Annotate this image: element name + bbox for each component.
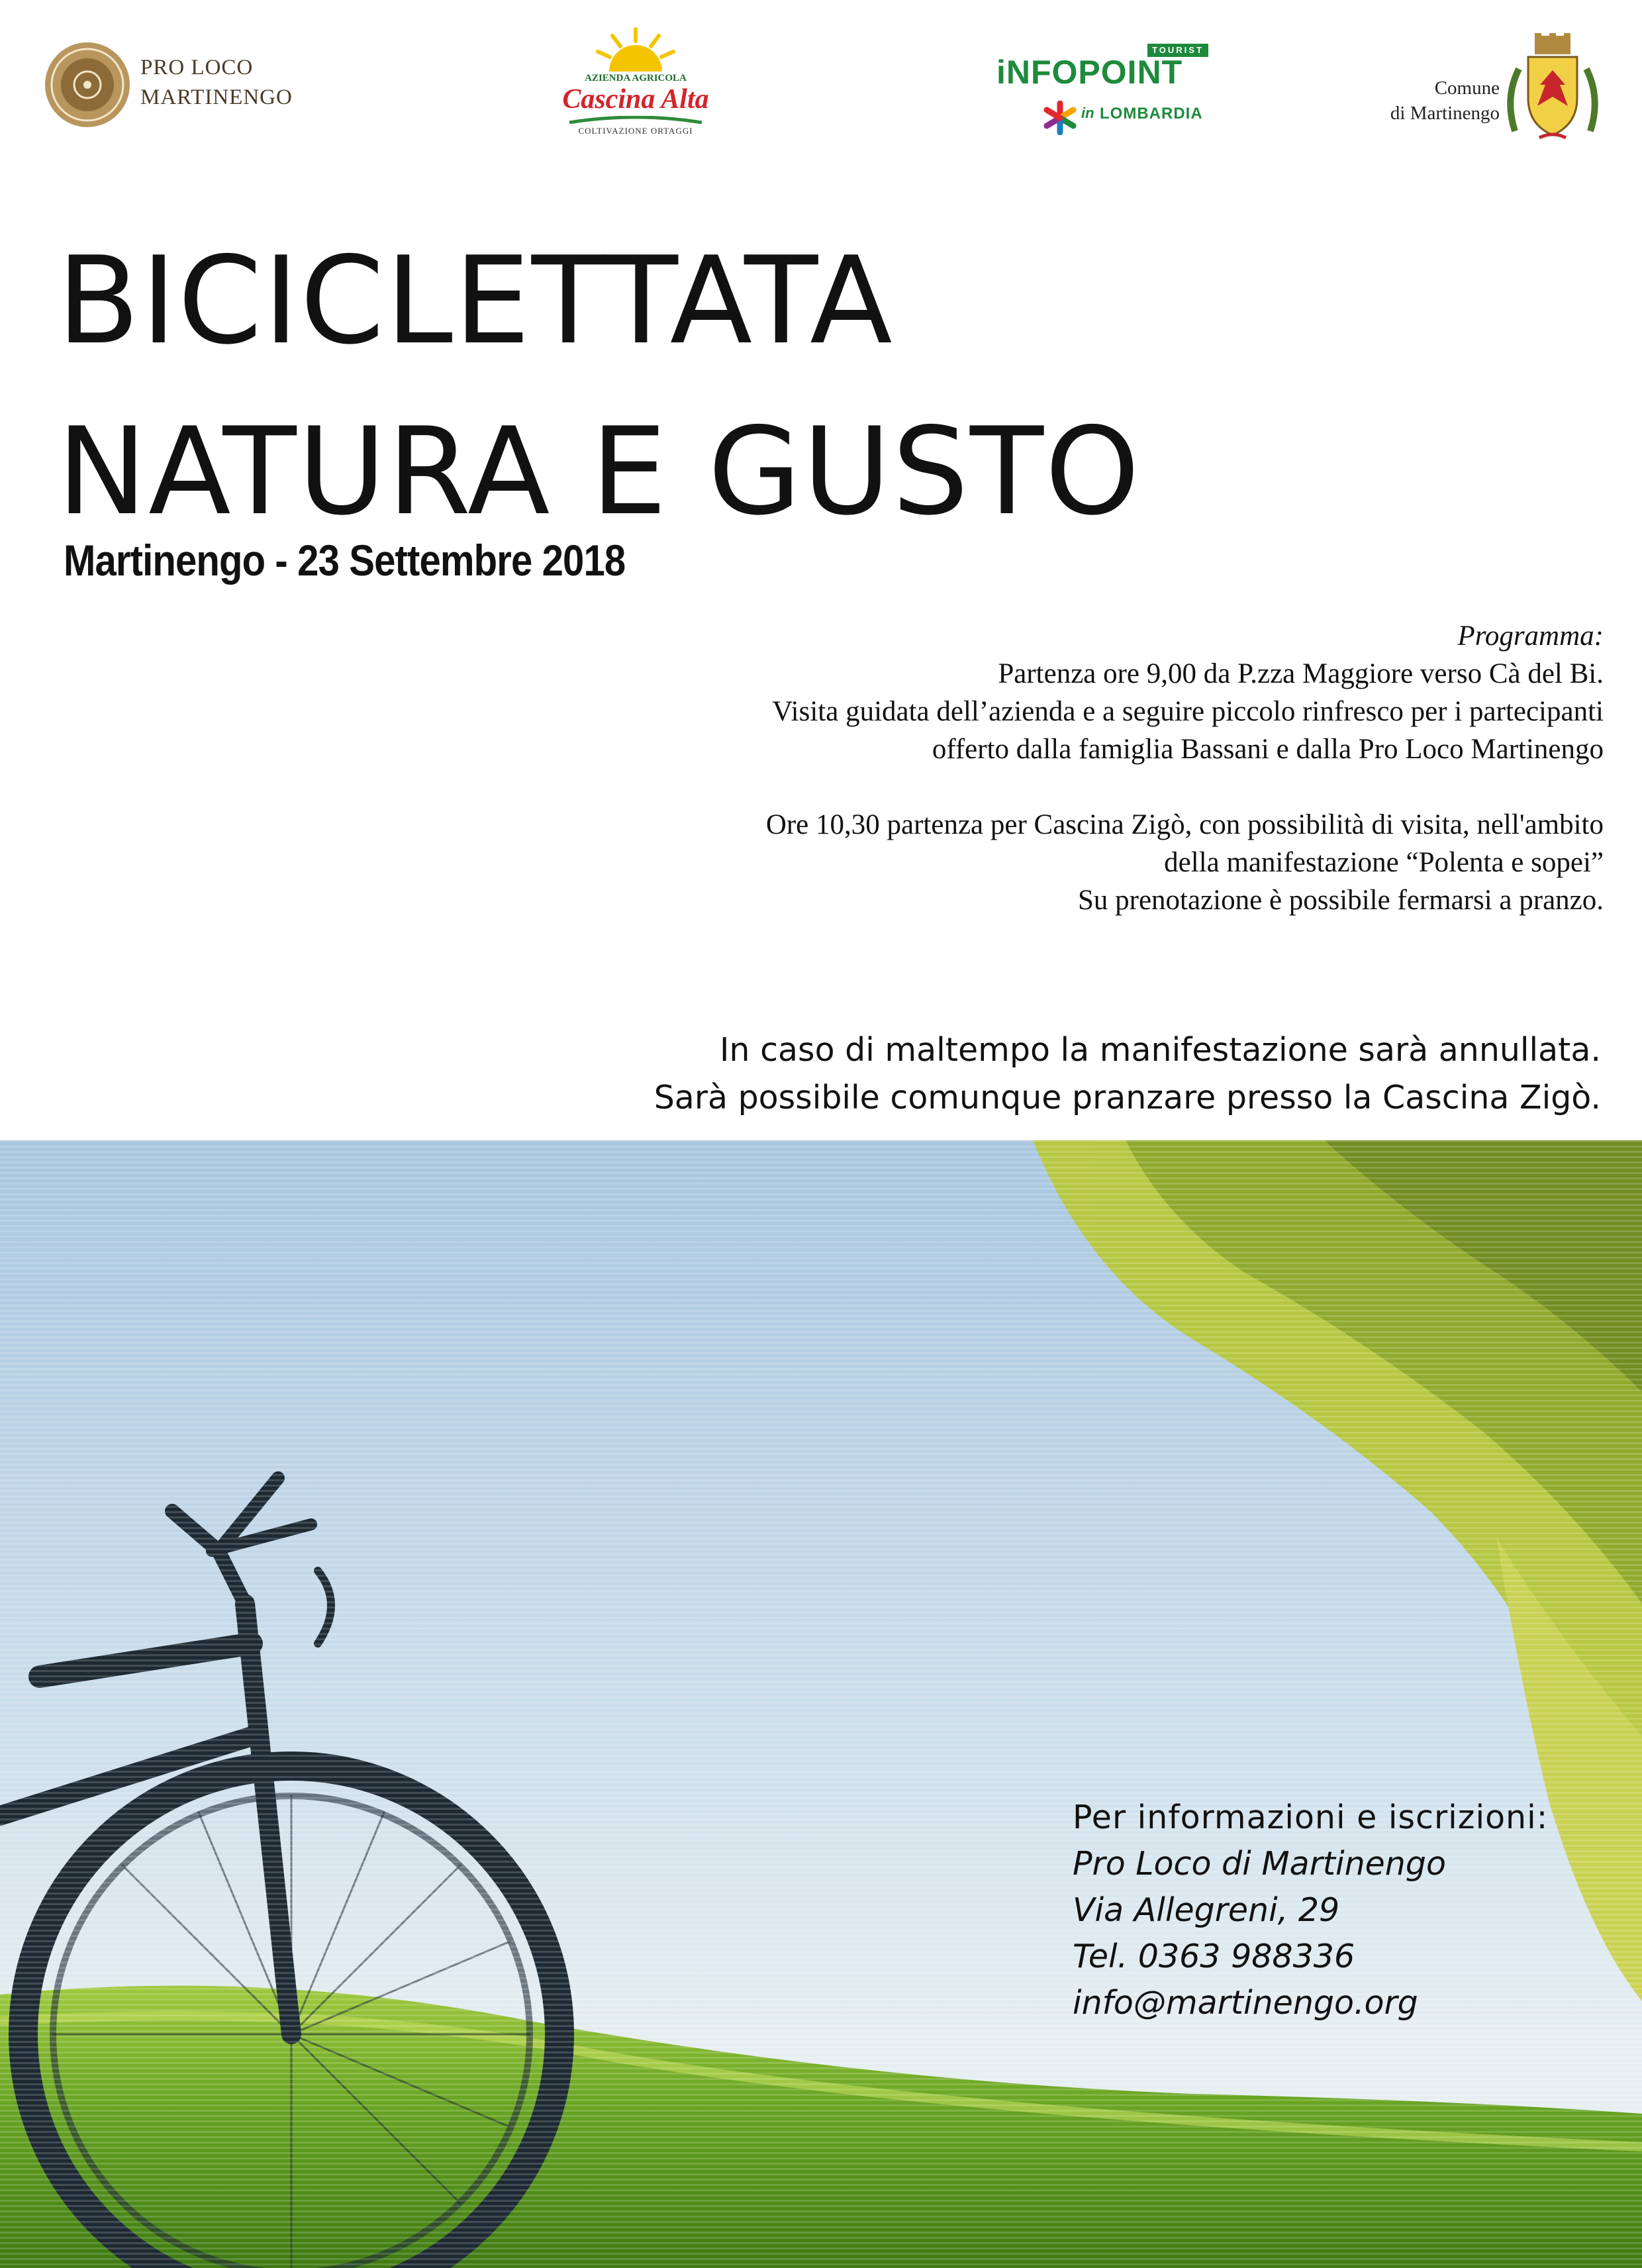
proloco-logo-line2: MARTINENGO bbox=[140, 85, 293, 109]
infopoint-logo-name: iNFOPOINT bbox=[996, 54, 1183, 91]
cascina-logo-name: Cascina Alta bbox=[562, 84, 709, 115]
programme-line: Su prenotazione è possibile fermarsi a pranzo. bbox=[1077, 885, 1604, 916]
contact-organization: Pro Loco di Martinengo bbox=[1073, 1845, 1446, 1883]
coat-of-arms-icon bbox=[1503, 32, 1602, 144]
contact-phone[interactable]: Tel. 0363 988336 bbox=[1073, 1938, 1355, 1975]
weather-notice bbox=[475, 1026, 1601, 1122]
contact-info bbox=[1073, 1795, 1616, 2026]
proloco-logo bbox=[44, 41, 335, 134]
weather-notice-line-1: In caso di maltempo la manifestazione sarà annullata. bbox=[719, 1031, 1601, 1069]
event-date-location: Martinengo - 23 Settembre 2018 bbox=[64, 536, 626, 585]
infopoint-in-label: in bbox=[1081, 105, 1094, 121]
programme-line: Visita guidata dell’azienda e a seguire piccolo rinfresco per i partecipanti bbox=[772, 696, 1604, 727]
contact-address: Via Allegreni, 29 bbox=[1073, 1891, 1340, 1929]
page-title bbox=[57, 215, 1141, 557]
contact-email[interactable]: info@martinengo.org bbox=[1073, 1984, 1418, 2022]
cascina-logo-line3: COLTIVAZIONE ORTAGGI bbox=[578, 126, 693, 136]
sun-icon bbox=[593, 26, 679, 73]
programme-heading: Programma: bbox=[1457, 620, 1604, 652]
leaf-swoosh-icon bbox=[568, 116, 703, 124]
comune-logo-line2: di Martinengo bbox=[1390, 103, 1500, 124]
programme-line: Partenza ore 9,00 da P.zza Maggiore verso Cà del Bi. bbox=[998, 658, 1604, 689]
infopoint-region-label: LOMBARDIA bbox=[1100, 105, 1203, 123]
programme-line: Ore 10,30 partenza per Cascina Zigò, con possibilità di visita, nell'ambito bbox=[765, 809, 1604, 840]
bicycle-photo bbox=[0, 1140, 1642, 2268]
contact-heading: Per informazioni e iscrizioni: bbox=[1073, 1799, 1549, 1836]
proloco-logo-line1: PRO LOCO bbox=[140, 56, 254, 79]
programme-line: offerto dalla famiglia Bassani e dalla Pro Loco Martinengo bbox=[932, 734, 1604, 765]
programme-spacer bbox=[571, 768, 1604, 806]
proloco-seal-icon bbox=[44, 41, 131, 128]
comune-logo-line1: Comune bbox=[1434, 77, 1500, 99]
title-line-2: NATURA E GUSTO bbox=[57, 401, 1141, 542]
programme-line: della manifestazione “Polenta e sopei” bbox=[1164, 847, 1604, 878]
comune-logo bbox=[1364, 32, 1602, 144]
lombardia-star-icon bbox=[1043, 101, 1077, 135]
title-line-1: BICICLETTATA bbox=[57, 230, 894, 371]
weather-notice-line-2: Sarà possibile comunque pranzare presso la Cascina Zigò. bbox=[653, 1079, 1601, 1116]
infopoint-logo bbox=[996, 44, 1208, 136]
programme-section bbox=[571, 617, 1604, 919]
infopoint-tourist-label: TOURIST bbox=[1147, 44, 1208, 57]
cascina-alta-logo bbox=[556, 26, 715, 142]
cascina-logo-line1: AZIENDA AGRICOLA bbox=[585, 73, 687, 83]
